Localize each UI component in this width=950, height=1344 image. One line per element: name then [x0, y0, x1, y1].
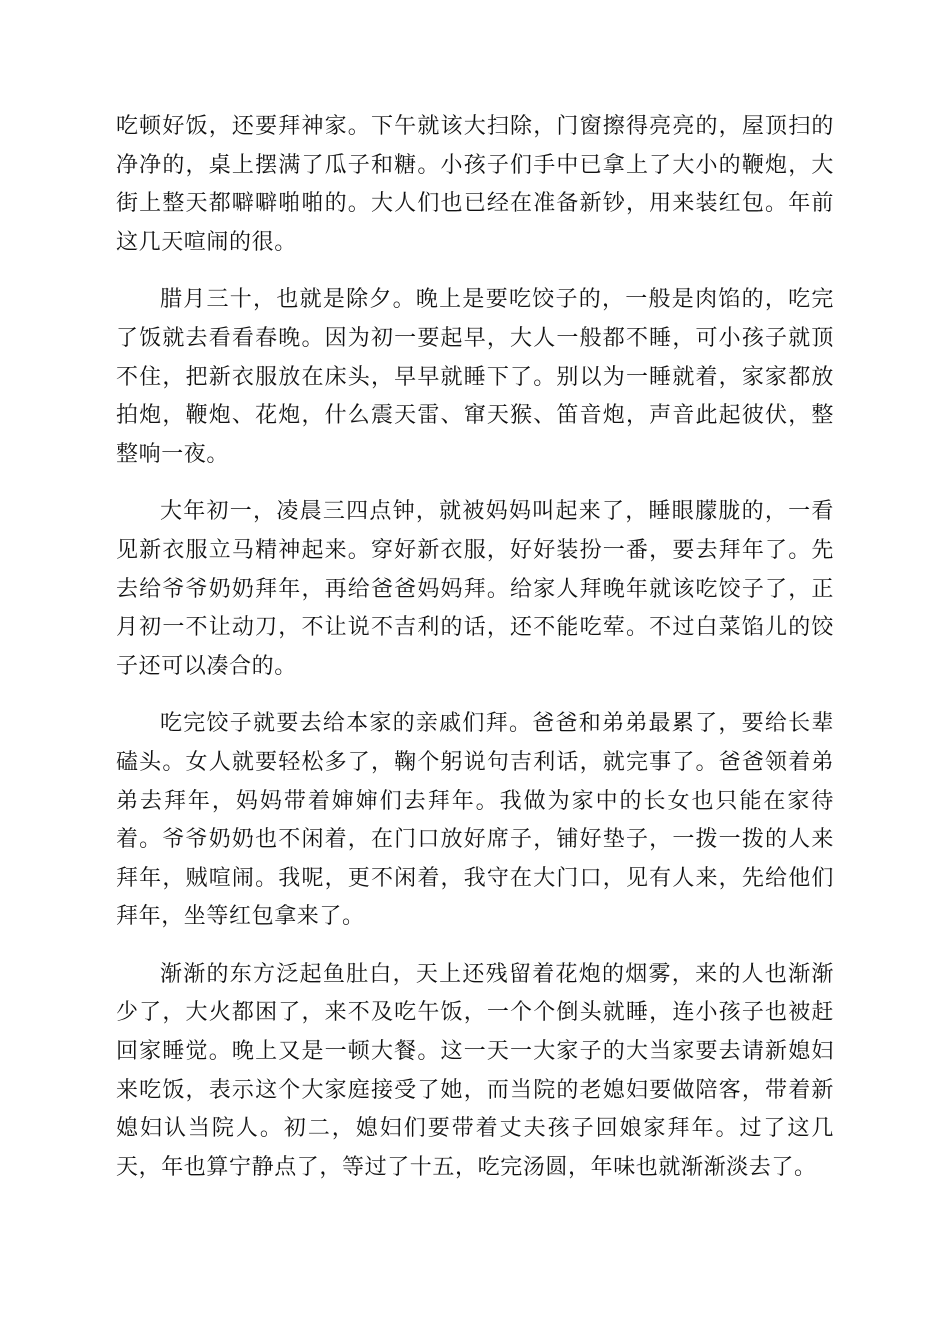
paragraph-3: 大年初一，凌晨三四点钟，就被妈妈叫起来了，睡眼朦胧的，一看见新衣服立马精神起来。穿好新衣服，好好装扮一番，要去拜年了。先去给爷爷奶奶拜年，再给爸爸妈妈拜。给家人拜晚年就该吃饺子了，正月初一不让动刀，不让说不吉利的话，还不能吃荤。不过白菜馅儿的饺子还可以凑合的。 — [116, 499, 834, 679]
document-page — [116, 108, 834, 1206]
paragraph-1: 吃顿好饭，还要拜神家。下午就该大扫除，门窗擦得亮亮的，屋顶扫的净净的，桌上摆满了瓜子和糖。小孩子们手中已拿上了大小的鞭炮，大街上整天都噼噼啪啪的。大人们也已经在准备新钞，用来装红包。年前这几天喧闹的很。 — [116, 114, 834, 255]
paragraph-4: 吃完饺子就要去给本家的亲戚们拜。爸爸和弟弟最累了，要给长辈磕头。女人就要轻松多了，鞠个躬说句吉利话，就完事了。爸爸领着弟弟去拜年，妈妈带着婶婶们去拜年。我做为家中的长女也只能在家待着。爷爷奶奶也不闲着，在门口放好席子，铺好垫子，一拨一拨的人来拜年，贼喧闹。我呢，更不闲着，我守在大门口，见有人来，先给他们拜年，坐等红包拿来了。 — [116, 711, 834, 930]
paragraph-5: 渐渐的东方泛起鱼肚白，天上还残留着花炮的烟雾，来的人也渐渐少了，大火都困了，来不及吃午饭，一个个倒头就睡，连小孩子也被赶回家睡觉。晚上又是一顿大餐。这一天一大家子的大当家要去请新媳妇来吃饭，表示这个大家庭接受了她，而当院的老媳妇要做陪客，带着新媳妇认当院人。初二，媳妇们要带着丈夫孩子回娘家拜年。过了这几天，年也算宁静点了，等过了十五，吃完汤圆，年味也就渐渐淡去了。 — [116, 961, 834, 1180]
paragraph-2: 腊月三十，也就是除夕。晚上是要吃饺子的，一般是肉馅的，吃完了饭就去看看春晚。因为初一要起早，大人一般都不睡，可小孩子就顶不住，把新衣服放在床头，早早就睡下了。别以为一睡就着，家家都放拍炮，鞭炮、花炮，什么震天雷、窜天猴、笛音炮，声音此起彼伏，整整响一夜。 — [116, 287, 834, 467]
